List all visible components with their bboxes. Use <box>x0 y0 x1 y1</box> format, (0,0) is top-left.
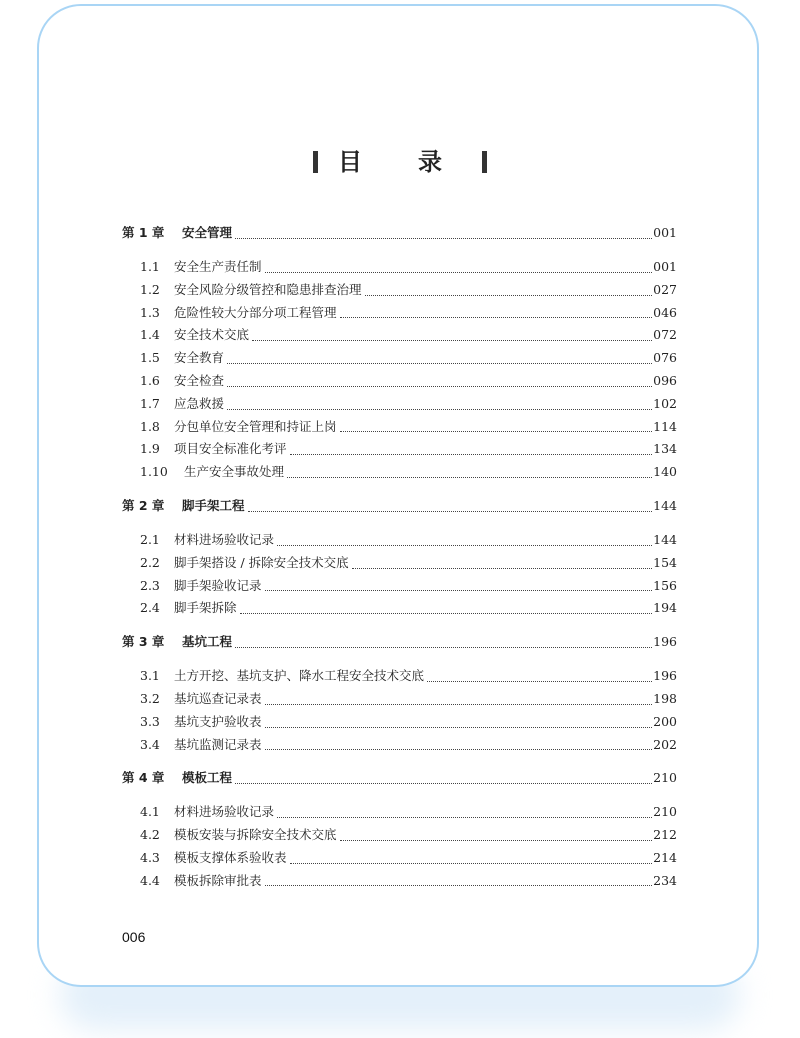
dot-leader <box>290 454 653 455</box>
entry-title: 应急救援 <box>174 395 225 411</box>
entry-title: 脚手架验收记录 <box>174 577 262 593</box>
entry-title: 安全教育 <box>174 350 225 366</box>
dot-leader <box>340 840 653 841</box>
dot-leader <box>265 749 653 750</box>
entry-page: 200 <box>653 713 677 729</box>
entry-number: 4.4 <box>140 872 160 888</box>
entry-number: 第 4 章 <box>122 770 165 786</box>
entry-page: 196 <box>653 634 677 650</box>
dot-leader <box>252 340 652 341</box>
entry-page: 027 <box>653 281 677 297</box>
entry-title: 模板安装与拆除安全技术交底 <box>174 827 337 843</box>
entry-number: 1.10 <box>140 464 168 480</box>
title-bar-right <box>482 151 487 173</box>
dot-leader <box>277 817 652 818</box>
toc-chapter[interactable] <box>122 767 677 790</box>
entry-number: 1.5 <box>140 350 160 366</box>
toc-section[interactable] <box>122 370 677 393</box>
entry-number: 1.6 <box>140 372 160 388</box>
toc-section[interactable] <box>122 438 677 461</box>
toc-section[interactable] <box>122 461 677 484</box>
toc-section[interactable] <box>122 801 677 824</box>
entry-page: 154 <box>653 554 677 570</box>
dot-leader <box>235 238 652 239</box>
entry-title: 分包单位安全管理和持证上岗 <box>174 418 337 434</box>
entry-title: 基坑巡查记录表 <box>174 690 262 706</box>
toc-section[interactable] <box>122 824 677 847</box>
entry-page: 046 <box>653 304 677 320</box>
toc-section[interactable] <box>122 847 677 870</box>
toc-section[interactable] <box>122 279 677 302</box>
entry-number: 2.1 <box>140 531 160 547</box>
entry-title: 模板工程 <box>182 770 233 786</box>
entry-title: 土方开挖、基坑支护、降水工程安全技术交底 <box>174 668 425 684</box>
entry-number: 4.1 <box>140 804 160 820</box>
entry-title: 材料进场验收记录 <box>174 804 275 820</box>
dot-leader <box>427 681 652 682</box>
entry-title: 模板支撑体系验收表 <box>174 849 287 865</box>
toc-chapter[interactable] <box>122 495 677 518</box>
entry-number: 2.3 <box>140 577 160 593</box>
dot-leader <box>227 409 652 410</box>
entry-number: 4.3 <box>140 849 160 865</box>
entry-page: 134 <box>653 441 677 457</box>
entry-number: 2.2 <box>140 554 160 570</box>
toc-section[interactable] <box>122 302 677 325</box>
entry-page: 210 <box>653 770 677 786</box>
toc-section[interactable] <box>122 711 677 734</box>
toc-section[interactable] <box>122 393 677 416</box>
toc-section[interactable] <box>122 870 677 893</box>
entry-page: 202 <box>653 736 677 752</box>
entry-page: 076 <box>653 350 677 366</box>
entry-title: 模板拆除审批表 <box>174 872 262 888</box>
dot-leader <box>352 568 652 569</box>
entry-number: 1.8 <box>140 418 160 434</box>
entry-page: 096 <box>653 372 677 388</box>
dot-leader <box>340 317 653 318</box>
entry-page: 140 <box>653 464 677 480</box>
entry-page: 198 <box>653 690 677 706</box>
entry-page: 156 <box>653 577 677 593</box>
toc-section[interactable] <box>122 665 677 688</box>
entry-title: 安全技术交底 <box>174 327 250 343</box>
entry-number: 1.3 <box>140 304 160 320</box>
page-title <box>0 142 800 177</box>
entry-page: 212 <box>653 827 677 843</box>
toc-section[interactable] <box>122 734 677 757</box>
dot-leader <box>227 363 652 364</box>
toc-section[interactable] <box>122 347 677 370</box>
toc-section[interactable] <box>122 324 677 347</box>
toc-chapter[interactable] <box>122 631 677 654</box>
entry-number: 1.1 <box>140 258 160 274</box>
entry-page: 001 <box>653 225 677 240</box>
table-of-contents <box>122 222 677 892</box>
entry-title: 基坑监测记录表 <box>174 736 262 752</box>
entry-title: 脚手架拆除 <box>174 600 237 616</box>
dot-leader <box>365 295 653 296</box>
toc-section[interactable] <box>122 529 677 552</box>
entry-title: 安全生产责任制 <box>174 258 262 274</box>
entry-number: 第 2 章 <box>122 497 165 513</box>
dot-leader <box>265 590 653 591</box>
entry-page: 114 <box>653 418 677 434</box>
page-number: 006 <box>122 929 146 945</box>
entry-page: 194 <box>653 600 677 616</box>
dot-leader <box>265 272 653 273</box>
dot-leader <box>235 647 652 648</box>
entry-title: 基坑工程 <box>182 634 233 650</box>
entry-number: 第 1 章 <box>122 225 165 240</box>
entry-number: 2.4 <box>140 600 160 616</box>
dot-leader <box>265 727 653 728</box>
dot-leader <box>265 885 653 886</box>
entry-number: 3.1 <box>140 668 160 684</box>
title-char: 录 <box>418 148 462 176</box>
entry-page: 001 <box>653 258 677 274</box>
dot-leader <box>340 431 653 432</box>
entry-title: 脚手架工程 <box>182 497 245 513</box>
entry-title: 材料进场验收记录 <box>174 531 275 547</box>
entry-title: 项目安全标准化考评 <box>174 441 287 457</box>
entry-number: 4.2 <box>140 827 160 843</box>
entry-page: 210 <box>653 804 677 820</box>
entry-page: 214 <box>653 849 677 865</box>
entry-title: 安全风险分级管控和隐患排查治理 <box>174 281 362 297</box>
entry-number: 3.3 <box>140 713 160 729</box>
entry-page: 144 <box>653 497 677 513</box>
toc-section[interactable] <box>122 575 677 598</box>
entry-page: 102 <box>653 395 677 411</box>
entry-number: 第 3 章 <box>122 634 165 650</box>
entry-number: 1.7 <box>140 395 160 411</box>
toc-section[interactable] <box>122 416 677 439</box>
dot-leader <box>277 545 652 546</box>
entry-title: 生产安全事故处理 <box>184 464 285 480</box>
entry-number: 1.2 <box>140 281 160 297</box>
entry-number: 1.4 <box>140 327 160 343</box>
entry-title: 安全检查 <box>174 372 225 388</box>
toc-section[interactable] <box>122 256 677 279</box>
entry-title: 基坑支护验收表 <box>174 713 262 729</box>
dot-leader <box>265 704 653 705</box>
toc-section[interactable] <box>122 688 677 711</box>
entry-number: 3.2 <box>140 690 160 706</box>
title-char: 目 <box>338 148 382 176</box>
dot-leader <box>248 511 653 512</box>
dot-leader <box>227 386 652 387</box>
entry-title: 脚手架搭设 / 拆除安全技术交底 <box>174 554 349 570</box>
toc-chapter[interactable] <box>122 222 677 245</box>
entry-number: 3.4 <box>140 736 160 752</box>
title-bar-left <box>313 151 318 173</box>
entry-title: 危险性较大分部分项工程管理 <box>174 304 337 320</box>
entry-page: 144 <box>653 531 677 547</box>
toc-section[interactable] <box>122 552 677 575</box>
entry-number: 1.9 <box>140 441 160 457</box>
dot-leader <box>240 613 653 614</box>
entry-page: 072 <box>653 327 677 343</box>
dot-leader <box>287 477 652 478</box>
entry-page: 196 <box>653 668 677 684</box>
entry-page: 234 <box>653 872 677 888</box>
dot-leader <box>290 863 653 864</box>
entry-title: 安全管理 <box>182 225 233 240</box>
dot-leader <box>235 783 652 784</box>
toc-section[interactable] <box>122 597 677 620</box>
